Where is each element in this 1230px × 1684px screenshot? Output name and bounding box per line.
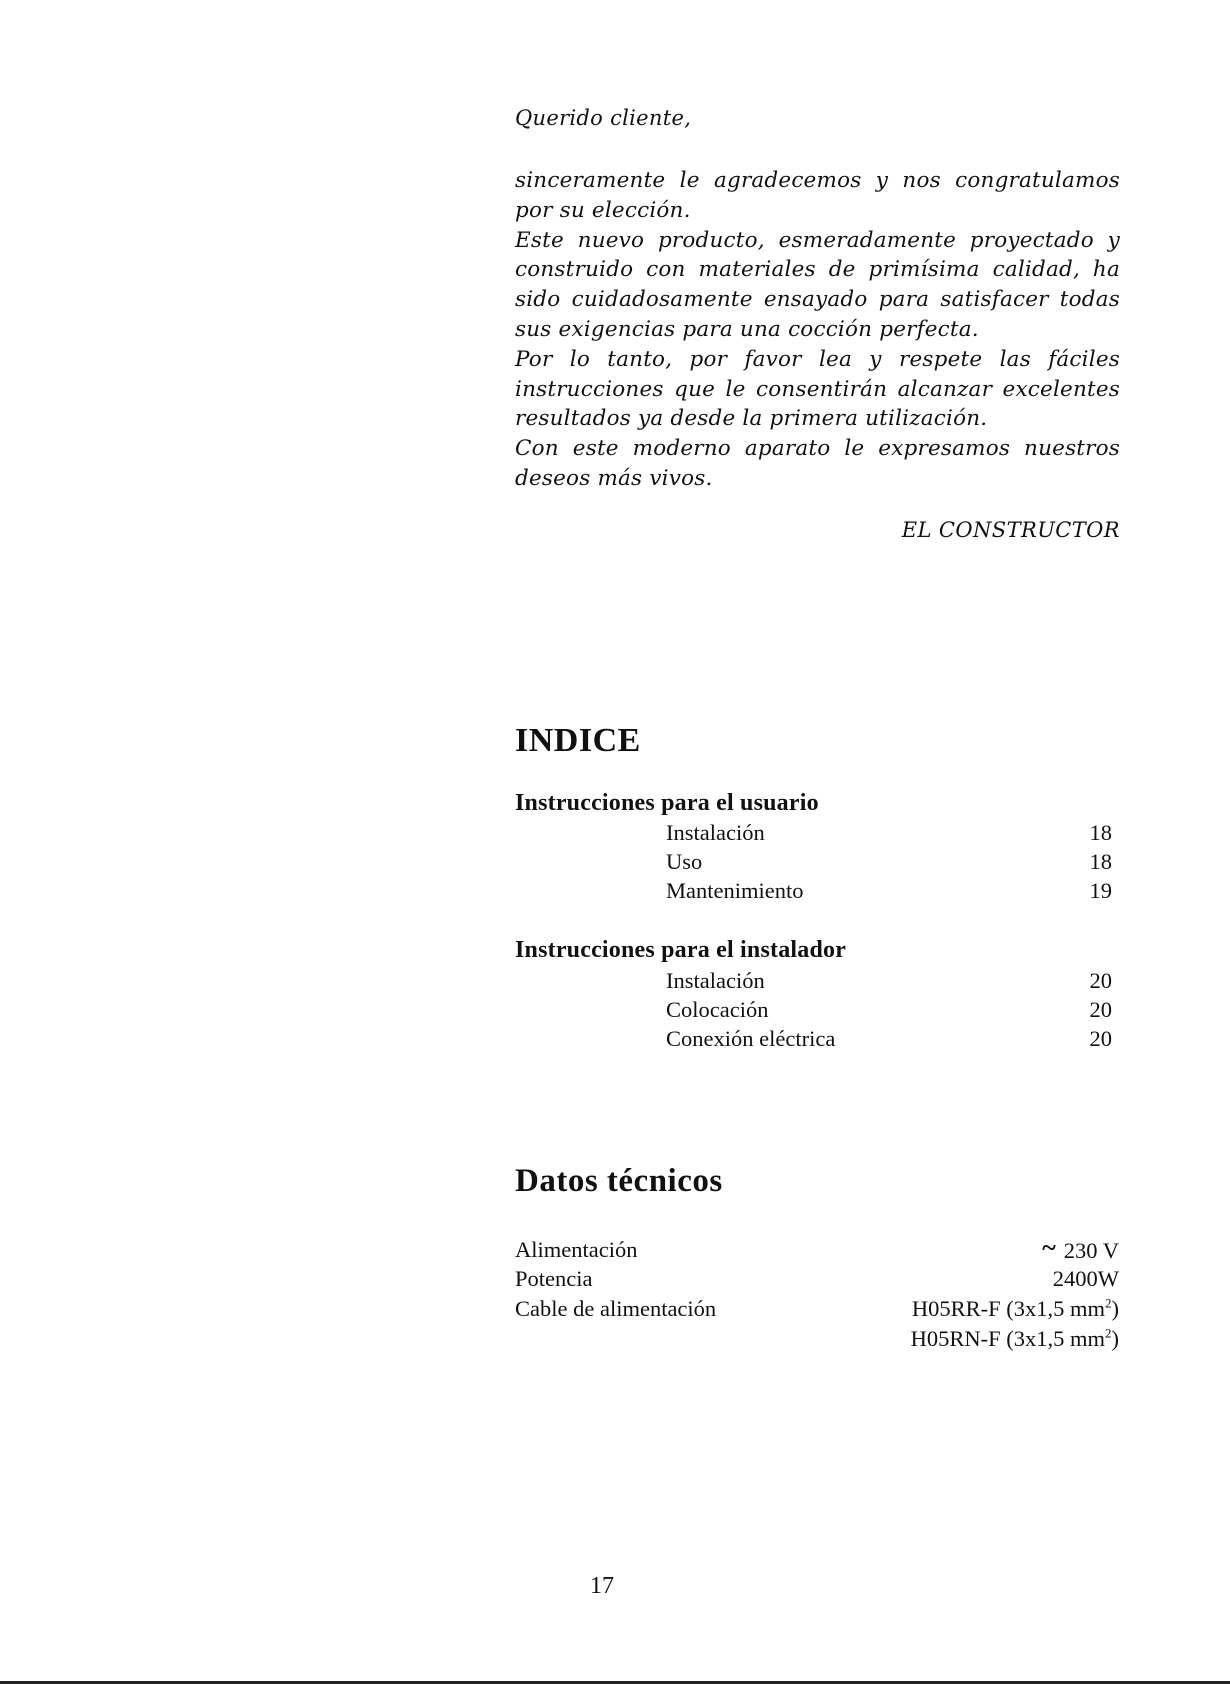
- toc-item-page: 20: [1089, 1026, 1112, 1051]
- spec-label: Cable de alimentación: [515, 1296, 717, 1321]
- spec-label: Alimentación: [515, 1237, 638, 1262]
- spec-value-text: H05RN-F (3x1,5 mm: [910, 1326, 1105, 1351]
- letter-paragraph: Con este moderno aparato le expresamos nuestros deseos más vivos.: [515, 436, 1120, 491]
- toc-item-page: 18: [1089, 820, 1112, 845]
- spec-value-text: H05RR-F (3x1,5 mm: [911, 1296, 1105, 1321]
- toc-item-label: Instalación: [666, 968, 765, 993]
- spec-value-end: ): [1111, 1296, 1119, 1321]
- spec-value: [912, 1296, 1119, 1322]
- letter-paragraph: Por lo tanto, por favor lea y respete las fáciles instrucciones que le consentirán alcanzar excelentes resultados ya desde la primera utilización.: [515, 346, 1120, 432]
- toc-row: [666, 849, 1112, 879]
- toc-item-label: Colocación: [666, 997, 769, 1022]
- spec-label: Potencia: [515, 1266, 593, 1291]
- spec-value: 2400W: [1052, 1266, 1119, 1291]
- letter-signature: EL CONSTRUCTOR: [901, 518, 1120, 542]
- spec-value-end: ): [1111, 1326, 1119, 1351]
- spec-value-superscript: 2: [1105, 1295, 1112, 1311]
- toc-item-label: Conexión eléctrica: [666, 1026, 836, 1051]
- toc-section-title-installer: Instrucciones para el instalador: [515, 937, 847, 963]
- spec-value-text: 230 V: [1063, 1238, 1119, 1263]
- toc-item-page: 18: [1089, 849, 1112, 874]
- alternating-current-symbol: ~: [1042, 1233, 1056, 1262]
- letter-paragraph: Este nuevo producto, esmeradamente proyectado y construido con materiales de primísima calidad, ha sido cuidadosamente ensayado para satisfacer todas sus exigencias para una cocción perfecta.: [515, 227, 1120, 342]
- toc-item-page: 20: [1089, 968, 1112, 993]
- tech-data-title: Datos técnicos: [515, 1163, 723, 1199]
- spec-value: [911, 1326, 1119, 1352]
- index-title: INDICE: [515, 722, 641, 759]
- toc-item-page: 20: [1089, 997, 1112, 1022]
- spec-value-superscript: 2: [1105, 1325, 1112, 1341]
- toc-item-label: Uso: [666, 849, 703, 874]
- letter-greeting: Querido cliente,: [515, 106, 692, 130]
- toc-row: [666, 968, 1112, 998]
- toc-row: [666, 1026, 1112, 1056]
- toc-section-title-user: Instrucciones para el usuario: [515, 790, 819, 816]
- toc-item-label: Instalación: [666, 820, 765, 845]
- toc-item-page: 19: [1089, 878, 1112, 903]
- toc-row: [666, 997, 1112, 1027]
- toc-row: [666, 820, 1112, 850]
- spec-value: [1042, 1235, 1119, 1265]
- toc-row: [666, 878, 1112, 908]
- letter-paragraph: sinceramente le agradecemos y nos congratulamos por su elección.: [515, 168, 1120, 223]
- toc-item-label: Mantenimiento: [666, 878, 804, 903]
- letter-body: [515, 166, 1120, 494]
- page-number: 17: [590, 1573, 614, 1599]
